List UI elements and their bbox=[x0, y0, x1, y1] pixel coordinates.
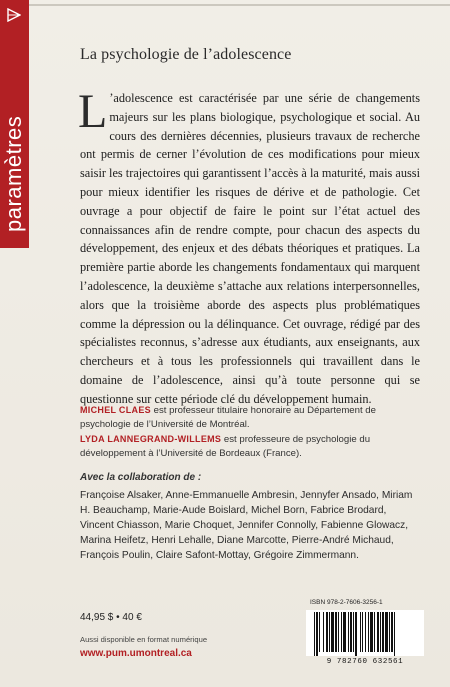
barcode-bar bbox=[362, 612, 363, 652]
barcode-bar bbox=[360, 612, 361, 652]
barcode-bar bbox=[343, 612, 346, 652]
barcode-bar bbox=[368, 612, 369, 652]
barcode-bar bbox=[370, 612, 373, 652]
author-name: MICHEL CLAES bbox=[80, 405, 151, 415]
barcode-bar bbox=[348, 612, 349, 652]
barcode-bar bbox=[377, 612, 379, 652]
author-bio bbox=[80, 404, 425, 431]
author-bio bbox=[80, 433, 425, 460]
barcode-bar bbox=[326, 612, 328, 652]
barcode-bar bbox=[329, 612, 330, 652]
barcode-bar bbox=[316, 612, 318, 656]
barcode-bar bbox=[323, 612, 324, 652]
barcode-bar bbox=[382, 612, 384, 652]
top-edge-line bbox=[0, 4, 450, 6]
barcode-bar bbox=[365, 612, 366, 652]
barcode-bar bbox=[350, 612, 352, 652]
barcode-bar bbox=[338, 612, 339, 652]
drop-cap: L bbox=[78, 85, 108, 138]
barcode-digits: 9 782760 632561 bbox=[326, 658, 404, 666]
author-name: LYDA LANNEGRAND-WILLEMS bbox=[80, 434, 222, 444]
price: 44,95 $ • 40 € bbox=[80, 612, 142, 623]
collection-name: paramètres bbox=[1, 115, 26, 232]
barcode-bar bbox=[389, 612, 390, 652]
publisher-website-link[interactable]: www.pum.umontreal.ca bbox=[80, 648, 192, 659]
isbn: ISBN 978-2-7606-3256-1 bbox=[310, 599, 383, 606]
availability-note: Aussi disponible en format numérique bbox=[80, 635, 208, 644]
collaboration-heading: Avec la collaboration de : bbox=[80, 472, 202, 483]
book-description bbox=[78, 85, 420, 409]
barcode-bar bbox=[314, 612, 315, 656]
book-title: La psychologie de l’adolescence bbox=[80, 46, 292, 63]
barcode-bar bbox=[355, 612, 357, 656]
barcode-bar bbox=[331, 612, 334, 652]
author-bio-text: est professeur titulaire honoraire au Département de psychologie de l’Université de Montréal. bbox=[80, 405, 376, 430]
barcode-bar bbox=[353, 612, 354, 652]
collection-sidebar bbox=[0, 0, 29, 248]
barcode-bar bbox=[394, 612, 395, 656]
author-bio-text: est professeure de psychologie du développement à l’Université de Bordeaux (France). bbox=[80, 434, 371, 459]
description-text: ’adolescence est caractérisée par une série de changements majeurs sur les plans biologique, psychologique et social. Au cours des dernières décennies, plusieurs travaux de recherche ont permis de cerner l’évolution de ces modifications pour mieux saisir les trajectoires qui garantissent l’accès à la maturité, mais aussi pour mieux identifier les risques de dérive et de pathologie. Cet ouvrage a pour objectif de faire le point sur l’état actuel des connaissances afin de rendre compte, pour chacun des aspects du développement, des enjeux et des débats théoriques et pratiques. La première partie aborde les changements fondamentaux qui marquent l’adolescence, la deuxième s’attache aux relations interpersonnelles, alors que la troisième aborde des aspects plus problématiques comme la dépression ou la délinquance. Cet ouvrage, rédigé par des spécialistes reconnus, s’adresse aux étudiants, aux enseignants, aux chercheurs et à tous les professionnels qui travaillent dans le domaine de l’adolescence, ainsi qu’à toute personne qui se questionne sur cette période clé du développement humain. bbox=[80, 91, 420, 406]
barcode-bar bbox=[319, 612, 320, 652]
barcode bbox=[306, 610, 424, 656]
barcode-bar bbox=[341, 612, 342, 652]
barcode-bar bbox=[385, 612, 388, 652]
publisher-triangle-icon bbox=[7, 8, 21, 22]
barcode-bar bbox=[335, 612, 337, 652]
barcode-bar bbox=[374, 612, 375, 652]
barcode-bar bbox=[391, 612, 393, 652]
collaborator-list: Françoise Alsaker, Anne-Emmanuelle Ambresin, Jennyfer Ansado, Miriam H. Beauchamp, Marie-Aude Boislard, Michel Born, Fabrice Brodard, Vincent Chiasson, Marie Choquet, Jennifer Connolly, Fabienne Glowacz, Marina Heifetz, Henri Lehalle, Diane Marcotte, Pierre-André Michaud, François Poulin, Claire Safont-Mottay, Grégoire Zimmermann. bbox=[80, 490, 413, 562]
barcode-bar bbox=[380, 612, 381, 652]
